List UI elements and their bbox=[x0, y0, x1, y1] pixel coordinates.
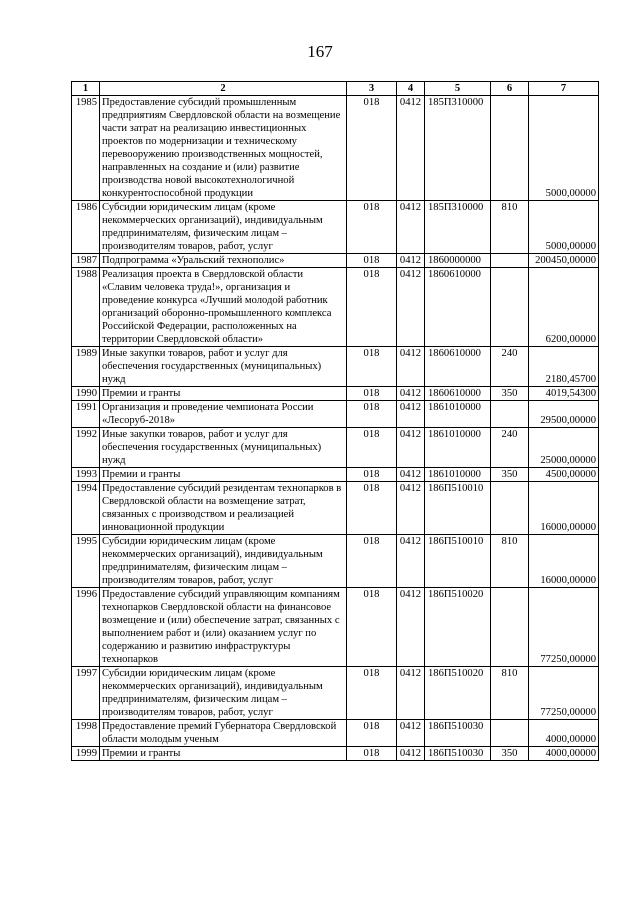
row-code-6: 240 bbox=[491, 428, 529, 468]
row-number: 1994 bbox=[72, 482, 100, 535]
header-col-2: 2 bbox=[100, 82, 347, 96]
row-code-5: 1861010000 bbox=[425, 468, 491, 482]
row-amount: 4000,00000 bbox=[529, 747, 599, 761]
row-name: Предоставление субсидий управляющим компаниям технопарков Свердловской области на финансовое возмещение и (или) обеспечение затрат, связанных с выполнением работ и (или) оказанием услуг по содержанию и развитию инфраструктуры технопарков bbox=[100, 588, 347, 667]
row-amount: 16000,00000 bbox=[529, 482, 599, 535]
row-number: 1988 bbox=[72, 268, 100, 347]
row-name: Организация и проведение чемпионата России «Лесоруб-2018» bbox=[100, 401, 347, 428]
row-amount: 4500,00000 bbox=[529, 468, 599, 482]
row-amount: 16000,00000 bbox=[529, 535, 599, 588]
table-row bbox=[72, 401, 599, 428]
row-name: Предоставление субсидий резидентам технопарков в Свердловской области на возмещение затрат, связанных с производством и реализацией инновационной продукции bbox=[100, 482, 347, 535]
row-name: Премии и гранты bbox=[100, 747, 347, 761]
header-col-7: 7 bbox=[529, 82, 599, 96]
table-header-row bbox=[72, 82, 599, 96]
row-name: Премии и гранты bbox=[100, 387, 347, 401]
row-code-3: 018 bbox=[347, 588, 397, 667]
row-code-4: 0412 bbox=[397, 401, 425, 428]
row-number: 1997 bbox=[72, 667, 100, 720]
row-name: Подпрограмма «Уральский технополис» bbox=[100, 254, 347, 268]
row-amount: 77250,00000 bbox=[529, 667, 599, 720]
row-code-5: 186П510010 bbox=[425, 482, 491, 535]
row-name: Субсидии юридическим лицам (кроме некоммерческих организаций), индивидуальным предпринимателям, физическим лицам – производителям товаров, работ, услуг bbox=[100, 535, 347, 588]
row-code-5: 185П310000 bbox=[425, 96, 491, 201]
row-code-3: 018 bbox=[347, 254, 397, 268]
row-code-4: 0412 bbox=[397, 720, 425, 747]
row-name: Премии и гранты bbox=[100, 468, 347, 482]
table-row bbox=[72, 201, 599, 254]
row-code-4: 0412 bbox=[397, 347, 425, 387]
row-code-6: 350 bbox=[491, 747, 529, 761]
row-code-4: 0412 bbox=[397, 201, 425, 254]
row-number: 1999 bbox=[72, 747, 100, 761]
row-code-6 bbox=[491, 96, 529, 201]
table-row bbox=[72, 482, 599, 535]
row-code-3: 018 bbox=[347, 428, 397, 468]
row-code-5: 1861010000 bbox=[425, 401, 491, 428]
row-code-4: 0412 bbox=[397, 482, 425, 535]
row-number: 1995 bbox=[72, 535, 100, 588]
row-code-5: 1861010000 bbox=[425, 428, 491, 468]
row-code-5: 185П310000 bbox=[425, 201, 491, 254]
row-number: 1985 bbox=[72, 96, 100, 201]
row-code-6: 240 bbox=[491, 347, 529, 387]
row-code-3: 018 bbox=[347, 347, 397, 387]
row-number: 1993 bbox=[72, 468, 100, 482]
table-row bbox=[72, 667, 599, 720]
table-row bbox=[72, 720, 599, 747]
budget-table bbox=[71, 81, 599, 761]
header-col-1: 1 bbox=[72, 82, 100, 96]
row-code-3: 018 bbox=[347, 720, 397, 747]
row-code-3: 018 bbox=[347, 201, 397, 254]
row-amount: 77250,00000 bbox=[529, 588, 599, 667]
row-amount: 4000,00000 bbox=[529, 720, 599, 747]
row-number: 1989 bbox=[72, 347, 100, 387]
row-number: 1987 bbox=[72, 254, 100, 268]
row-code-4: 0412 bbox=[397, 667, 425, 720]
table-row bbox=[72, 468, 599, 482]
row-code-5: 1860610000 bbox=[425, 387, 491, 401]
row-code-5: 186П510020 bbox=[425, 588, 491, 667]
row-code-3: 018 bbox=[347, 96, 397, 201]
row-code-3: 018 bbox=[347, 482, 397, 535]
row-number: 1991 bbox=[72, 401, 100, 428]
header-col-3: 3 bbox=[347, 82, 397, 96]
row-amount: 25000,00000 bbox=[529, 428, 599, 468]
row-code-3: 018 bbox=[347, 667, 397, 720]
row-code-5: 1860610000 bbox=[425, 268, 491, 347]
table-row bbox=[72, 347, 599, 387]
row-code-6 bbox=[491, 720, 529, 747]
table-row bbox=[72, 747, 599, 761]
row-amount: 200450,00000 bbox=[529, 254, 599, 268]
row-code-4: 0412 bbox=[397, 588, 425, 667]
row-code-6: 350 bbox=[491, 468, 529, 482]
table-row bbox=[72, 268, 599, 347]
row-code-4: 0412 bbox=[397, 747, 425, 761]
row-code-6 bbox=[491, 254, 529, 268]
row-code-6: 350 bbox=[491, 387, 529, 401]
table-row bbox=[72, 254, 599, 268]
table-row bbox=[72, 588, 599, 667]
row-code-4: 0412 bbox=[397, 535, 425, 588]
row-code-4: 0412 bbox=[397, 387, 425, 401]
row-code-3: 018 bbox=[347, 268, 397, 347]
row-name: Предоставление субсидий промышленным предприятиям Свердловской области на возмещение части затрат на реализацию инвестиционных проектов по модернизации и техническому перевооружению производственных мощностей, направленных на создание и (или) развитие производства новой высокотехнологичной конкурентоспособной продукции bbox=[100, 96, 347, 201]
table-row bbox=[72, 428, 599, 468]
table-row bbox=[72, 387, 599, 401]
row-code-4: 0412 bbox=[397, 268, 425, 347]
row-code-5: 1860000000 bbox=[425, 254, 491, 268]
header-col-6: 6 bbox=[491, 82, 529, 96]
row-number: 1992 bbox=[72, 428, 100, 468]
row-code-5: 186П510030 bbox=[425, 747, 491, 761]
row-code-5: 186П510020 bbox=[425, 667, 491, 720]
row-name: Субсидии юридическим лицам (кроме некоммерческих организаций), индивидуальным предпринимателям, физическим лицам – производителям товаров, работ, услуг bbox=[100, 667, 347, 720]
row-code-4: 0412 bbox=[397, 254, 425, 268]
row-code-4: 0412 bbox=[397, 468, 425, 482]
row-amount: 6200,00000 bbox=[529, 268, 599, 347]
row-code-3: 018 bbox=[347, 387, 397, 401]
row-name: Иные закупки товаров, работ и услуг для обеспечения государственных (муниципальных) нужд bbox=[100, 347, 347, 387]
row-number: 1990 bbox=[72, 387, 100, 401]
row-code-6 bbox=[491, 588, 529, 667]
row-number: 1998 bbox=[72, 720, 100, 747]
row-amount: 5000,00000 bbox=[529, 96, 599, 201]
row-code-6 bbox=[491, 268, 529, 347]
row-code-6 bbox=[491, 401, 529, 428]
row-code-6: 810 bbox=[491, 667, 529, 720]
row-name: Иные закупки товаров, работ и услуг для обеспечения государственных (муниципальных) нужд bbox=[100, 428, 347, 468]
header-col-5: 5 bbox=[425, 82, 491, 96]
row-code-6: 810 bbox=[491, 535, 529, 588]
page-number: 167 bbox=[307, 42, 333, 61]
row-code-5: 1860610000 bbox=[425, 347, 491, 387]
row-code-3: 018 bbox=[347, 468, 397, 482]
row-code-3: 018 bbox=[347, 401, 397, 428]
row-amount: 29500,00000 bbox=[529, 401, 599, 428]
table-row bbox=[72, 535, 599, 588]
row-name: Субсидии юридическим лицам (кроме некоммерческих организаций), индивидуальным предпринимателям, физическим лицам – производителям товаров, работ, услуг bbox=[100, 201, 347, 254]
header-col-4: 4 bbox=[397, 82, 425, 96]
row-amount: 2180,45700 bbox=[529, 347, 599, 387]
row-code-5: 186П510030 bbox=[425, 720, 491, 747]
row-code-3: 018 bbox=[347, 535, 397, 588]
row-code-3: 018 bbox=[347, 747, 397, 761]
row-code-4: 0412 bbox=[397, 428, 425, 468]
row-code-6: 810 bbox=[491, 201, 529, 254]
row-code-6 bbox=[491, 482, 529, 535]
row-amount: 5000,00000 bbox=[529, 201, 599, 254]
row-number: 1986 bbox=[72, 201, 100, 254]
row-amount: 4019,54300 bbox=[529, 387, 599, 401]
row-code-4: 0412 bbox=[397, 96, 425, 201]
row-number: 1996 bbox=[72, 588, 100, 667]
row-name: Предоставление премий Губернатора Свердловской области молодым ученым bbox=[100, 720, 347, 747]
row-name: Реализация проекта в Свердловской области «Славим человека труда!», организация и проведение конкурса «Лучший молодой работник организаций оборонно-промышленного комплекса Российской Федерации, расположенных на территории Свердловской области» bbox=[100, 268, 347, 347]
row-code-5: 186П510010 bbox=[425, 535, 491, 588]
table-row bbox=[72, 96, 599, 201]
